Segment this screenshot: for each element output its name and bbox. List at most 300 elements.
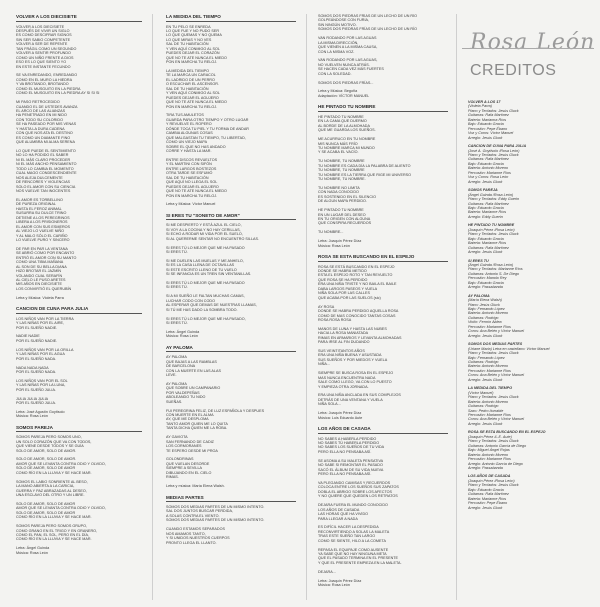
lyric-line: SOLO DE AMOR, SOLO DE AMOR. [16, 457, 77, 462]
lyric-line: CUANDO ESTAMOS SEPARADOS [166, 527, 225, 532]
lyric-line: A SOLAS CONTRA EL VIENTO. [166, 513, 220, 518]
stanza [166, 409, 296, 431]
lyric-line: PERO ELLA NO PENSABA ASÍ. [318, 449, 372, 454]
credit-line: Coros: Ana Belén y Víctor Manuel [468, 373, 525, 378]
song-section [166, 213, 296, 339]
lyric-line: SI ES LA CASA LLENA DE OCTAVILLAS [166, 263, 235, 268]
lyric-line: TU NOMBRE MARCA MI MUNDO [318, 145, 375, 150]
credit-line: Guitarras: Rodrigo [468, 404, 499, 409]
credit-line: Piano y Teclados: Jesús Gluck [468, 439, 519, 444]
lyric-line: QUE ROSA SE HA PERDIDO [318, 277, 368, 282]
credit-line: Arreglo: Jesús Gluck [468, 377, 503, 382]
lyric-line: POR EL SUEÑO NADA. [16, 369, 57, 374]
lyric-line: NIÑA... [318, 362, 331, 367]
lyric-line: SI ERES TÚ. [166, 320, 188, 325]
lyric-line: NOS VUELVE TAN INOCENTES [16, 189, 71, 194]
credit-line: Arreglo: Jesús Gluck [468, 179, 503, 184]
song-section [166, 495, 296, 546]
credit-line: Piano y Teclados: Jesús Gluck [468, 108, 519, 113]
lyric-line: AL BORDE DE LA ALMOHADA [318, 123, 370, 128]
credit-line: Bajo: Miguel Ángel Rojas [468, 448, 510, 453]
lyric-line: SI ECHO A RODAR MI VIDA POR EL SUELO, [166, 232, 243, 237]
lyric-line: TU NOMBRE ES CADA DÍA LA PALABRA DE ALIENTO [318, 163, 411, 168]
credit-line: LOS AÑOS DE CASADA [468, 474, 511, 479]
lyric-line: POR EL SUEÑO JULIA. [16, 387, 56, 392]
lyric-line: LOS CORMORANES [166, 444, 202, 449]
lyric-line: SI ERES TÚ LO MEJOR QUE ME HA PASADO [166, 281, 245, 286]
lyric-line: SE VA ENREDANDO, ENREDANDO [16, 73, 78, 78]
lyric-line: MANOS DE LUNA Y HASTA LAS NUBES [318, 326, 387, 331]
credit-line: (Uriane Maria) Letra en castellano: Víctor Manuel [468, 346, 550, 351]
credit-line: Guitarras: Rafa Martínez [468, 201, 509, 206]
lyric-line: ES DIFÍCIL HACER LA DESPEDIDA [318, 525, 379, 530]
stanza [318, 437, 448, 455]
credit-line: SI ERES TU [468, 258, 489, 263]
lyric-line: CUAL MAGO CONDESCENDIENTE [16, 171, 77, 176]
stanza [318, 349, 448, 367]
lyric-line: Y SI UNIDOS NUESTROS CUERPOS [166, 536, 230, 541]
lyric-line: TU NOMBRE... [318, 230, 344, 235]
stanza [318, 579, 448, 588]
lyric-line: Y HASTA LA DURA CADENA [16, 126, 65, 131]
lyric-line: LA MANO ABIERTA A LA CARICIA, [16, 484, 75, 489]
lyric-line: QUE VUELAN DESORDE [166, 461, 210, 466]
lyric-line: EL LADRIDO DE UN PERRO [166, 77, 215, 82]
stanza [318, 503, 448, 521]
song-section [318, 14, 448, 98]
lyric-line: DÓNDE TOCA TU PIEL Y TU FORMA DE ANDAR [166, 126, 249, 131]
song-title: SI ERES TU "SONETO DE AMOR" [166, 213, 296, 221]
lyric-line: VOLANDO CUAL SERAFÍN [16, 273, 63, 278]
column-divider [306, 14, 307, 600]
lyric-line: SE HACEN CADA VEZ MÁS FUERTES [318, 67, 384, 72]
lyric-line: CON QUE NOS ATA EL DESTINO [16, 131, 73, 136]
credit-line: (José A. Goytisolo /Rosa León) [468, 148, 520, 153]
lyric-line: RIMAS EN ARMARIOS Y LEVANTA ALMOHADAS [318, 335, 402, 340]
song-title: MEDIAS PARTES [166, 495, 296, 503]
stanza [166, 484, 296, 488]
stanza [16, 502, 142, 520]
lyric-line: HIZO BROTAR EL JAZMÍN [16, 269, 62, 274]
lyric-line: Música: Rosa León [318, 243, 350, 248]
lyric-line: EN TU ORIGEN CON ALGUNA [318, 217, 371, 222]
lyric-line: QUE AQUÍ NO LLEGA EL SOL [166, 180, 218, 185]
credit-entry [468, 474, 592, 510]
lyric-line: SI VOY A LA COCINA Y NO HAY CERILLAS, [166, 227, 241, 232]
lyric-line: FUI PEREGRINA FELIZ, DE LUZ ESPAÑOLA Y DESPUES [166, 408, 265, 413]
lyric-line: POR VALDEPEÑAS [166, 390, 200, 395]
stanza [16, 366, 142, 375]
credit-line: Piano y Teclados: Jesús Gluck [468, 232, 519, 237]
song-section [166, 345, 296, 489]
lyric-line: ERA UNA NIÑA BUENA Y ASUSTADA [318, 353, 382, 358]
lyric-line: COLOCA ENTRE LOS SUEÑOS SUS ZAPATOS [318, 485, 399, 490]
credit-entry [468, 294, 592, 339]
lyric-line: QUE ALUMBRA MI ALMA SERENA [16, 140, 75, 145]
lyric-line: ES SOSTENIDO EN EL SILENCIO [318, 194, 376, 199]
lyric-line: QUE CONSPIRA RECUERDOS [318, 221, 372, 226]
stanza [318, 186, 448, 204]
lyric-line: LO QUE MIRAS Y NO VES [166, 37, 212, 42]
lyric-line: NIÑA SOLA POR LAS CALLES [318, 291, 370, 296]
lyric-line: CON LA SOLEDAD. [318, 71, 352, 76]
stanza [16, 379, 142, 392]
stanza [318, 89, 448, 98]
stanza [16, 100, 142, 145]
stanza [166, 202, 296, 206]
lyric-line: PON EN MARCHA TU RELOJ. [166, 193, 218, 198]
credit-line: Percusión: Pepe Ébano [468, 501, 508, 506]
lyric-line: ME ACURRUCO EN TU NOMBRE [318, 137, 376, 142]
lyric-line: Música: Rosa León [16, 414, 48, 419]
credit-line: Arreglo: Jesús Gluck [468, 421, 503, 426]
credit-line: Guitarras: Rodrigo [468, 360, 499, 365]
lyric-line: Y VA BROTANDO, BROTANDO [16, 82, 69, 87]
lyric-line: LO VUELVE PURO Y SINCERO [16, 238, 70, 242]
credit-line: Bateria: Antonio Moreno [468, 364, 509, 369]
credit-line: Bajo: Fernando López [468, 307, 505, 312]
credit-line: Percusión: Marianne Ríos [468, 413, 511, 417]
lyric-line: ENTRÓ EL AMOR CON SU MANTO [16, 255, 77, 260]
song-section [16, 14, 142, 300]
lyric-line: AMOR QUE SE LEVANTA CONTRA ODIO Y OLVIDO, [16, 461, 106, 466]
lyric-line: SOMOS DOS PIEDRAS FRÍAS DE UN LECHO DE UN RÍO [318, 27, 418, 32]
stanza [16, 546, 142, 555]
lyric-line: Letra: Ángel Guinda [16, 546, 50, 551]
song-title: VOLVER A LOS DIECISIETE [16, 14, 142, 22]
lyric-line: GOLONDRINAS [166, 457, 194, 462]
lyric-line: COMO RÍO EN LA LLUVIA Y SE HACE MAR. [16, 470, 92, 475]
lyric-line: Música: Rosa León [16, 550, 48, 555]
lyric-line: SOMOS DOS PIEDRAS FRÍAS DE UN LECHO DE UN RÍO [318, 14, 418, 18]
stanza [16, 334, 142, 343]
lyric-line: QUE NO TE ATE NUNCA EL MIEDO [166, 100, 227, 105]
stanza [318, 81, 448, 85]
stanza [166, 223, 296, 241]
lyric-line: REPASA EL EQUIPAJE COMO AUSENTE [318, 547, 389, 552]
lyric-line: SOMOS PAREJA PERO SOMOS UNO, [16, 435, 82, 440]
lyric-line: Letra y Música: Víctor Manuel [166, 202, 216, 207]
stanza [318, 208, 448, 226]
lyric-line: SOBRE EL QUE NO HAS ANDADO [166, 144, 226, 149]
lyric-line: QUE ACABA POR LAS SUELOS (sic) [318, 295, 381, 300]
lyric-line: HASTA EL FEROZ ANIMAL [16, 206, 62, 211]
credit-entry [468, 259, 592, 290]
credit-line: Piano y Teclados: Eddy Guerin [468, 197, 520, 202]
lyric-line: HA PENETRADO EN MI NIDO [16, 113, 67, 118]
stanza [166, 505, 296, 523]
lyric-line: Y LAS NIÑAS POR EL AIRE, [16, 321, 65, 326]
lyric-line: VA PLEGANDO CAMISAS Y RECUERDOS [318, 480, 391, 485]
lyric-line: VAN RODANDO POR LAS AGUAS, [318, 58, 378, 63]
song-title: ROSA SE ESTA BUSCANDO EN EL ESPEJO [318, 254, 448, 262]
lyric-line: PARA IRSE AL FIN DUDANDO [318, 340, 370, 345]
lyric-line: AY, QUE ME DESPLOMA [166, 417, 209, 422]
lyric-line: CON LA MISMA VOZ. [318, 49, 355, 54]
lyric-line: COMO EL PAN, EL SOL, PERO EN EL DÍA, [16, 532, 89, 537]
credit-entry [468, 100, 592, 140]
lyric-line: DE RENCORES Y VIOLENCIAS [16, 180, 71, 185]
credit-line: Bajo: Eduardo Gracia [468, 122, 504, 127]
lyric-line: DEJARA... [318, 569, 336, 574]
stanza [318, 265, 448, 301]
lyrics-column-2 [166, 14, 296, 600]
lyric-line: SI SE INFANCIA ES UN TREN SIN VENTANILLAS. [166, 272, 252, 277]
lyric-line: NADA NADA NADA [16, 365, 49, 370]
lyric-line: PUEDES DEJAR EL AGUJERO [166, 95, 219, 100]
lyric-line: MI PASO RETROCEDIDO [16, 100, 60, 105]
stanza [16, 524, 142, 542]
lyric-line: SAL DE TU HABITACIÓN [166, 42, 209, 47]
lyric-line: HE PINTADO TU NOMBRE [318, 208, 364, 213]
stanza [166, 259, 296, 277]
lyric-line: SALE COMO LLEGO, VA CON LO PUESTO [318, 380, 392, 385]
lyric-line: AL ESPERAR QUE DEMAS DE NUESTRAS LLAMAS, [166, 303, 257, 308]
credit-line: Guitarras: Rafa Martínez [468, 245, 509, 250]
credit-entry [468, 386, 592, 426]
stanza [318, 36, 448, 54]
lyric-line: LO QUE PUEDE EL SENTIMIENTO [16, 149, 76, 153]
credits-column [468, 100, 592, 600]
credit-line: Arreglo: Eddy Guerin [468, 214, 503, 219]
credit-line: Bajo: Eduardo Gracia [468, 161, 504, 166]
song-section [16, 306, 142, 419]
credit-line: Piano: Jesús Gluck [468, 302, 500, 307]
lyric-line: SOLO DE AMOR, SOLO DE AMOR [16, 466, 76, 471]
lyric-line: PON EN MARCHA TU RELOJ. [166, 104, 218, 109]
lyric-line: TU NOMBRE, TU NOMBRE [318, 168, 365, 173]
lyric-line: SIN NINGÚN MOTIVO. [318, 22, 357, 27]
lyric-line: NI EL MÁS ANCHO PENSAMIENTO [16, 162, 77, 167]
lyric-line: VOLVER A LOS DIECISIETE [16, 24, 65, 29]
credit-line: Guitarras: Antonio García de Diego [468, 443, 527, 448]
lyric-line: CON TODO SU COLORIDO [16, 117, 63, 122]
lyric-line: Y EMPIEZA OTRA JORNADA. [318, 384, 369, 389]
lyric-line: COMO EL MUSGUITO EN LA PIEDRA AY SI SI SI [16, 91, 100, 96]
credit-line: Guitarras: Rafa Martínez [468, 113, 509, 118]
credit-line: Piano y Teclados: Jesús Gluck [468, 483, 519, 488]
stanza [16, 149, 142, 194]
lyric-line: SIEMPRE A SEVILLA [166, 466, 203, 471]
stanza [166, 317, 296, 326]
lyric-line: SOMOS EL LABIO SONRIENTE AL BESO, [16, 479, 88, 484]
credit-line: Piano y Teclados: Marianne Ríos [468, 267, 523, 272]
lyric-line: JULIA JULIA JULIA [16, 396, 49, 401]
stanza [16, 296, 142, 300]
lyric-line: HE PINTADO TU NOMBRE [318, 114, 364, 119]
lyric-line: PUEDES DEJAR EL AGUJERO [166, 184, 219, 189]
stanza [16, 198, 142, 243]
lyric-line: NI EL MÁS CLARO PROCEDER [16, 157, 71, 162]
lyric-line: TU NOMBRE, TU NOMBRE [318, 159, 365, 164]
credit-line: Guitarras: Rafa Martínez [468, 492, 509, 497]
lyric-line: Y VEN AQUÍ CONMIGO AL SOL [166, 91, 220, 96]
credit-line: Bajo: Eduardo Gracia [468, 280, 504, 285]
stanza [318, 230, 448, 234]
stanza [318, 58, 448, 76]
song-title: CANCION DE CUNA PARA JULIA [16, 306, 142, 314]
lyric-line: LIBERA A LOS PRISIONEROS [16, 220, 68, 225]
song-section [166, 14, 296, 207]
lyric-line: PUEDES DEJAR EL CORAZÓN [166, 51, 220, 56]
lyric-line: DONDE SE HABRA PERDIDO AQUELLA ROSA [318, 309, 399, 314]
stanza [166, 281, 296, 290]
lyric-line: COMO RÍO EN LA LLUVIA Y SE HACE MAR. [16, 537, 92, 542]
lyric-line: SACÓ EL ÁLBUM DE SU VIDA NUEVA [318, 467, 384, 472]
stanza [166, 246, 296, 255]
credit-line: Bateria: Marianna Ríos [468, 117, 507, 122]
credit-line: Coros: Ana Belén y Víctor Manuel [468, 329, 525, 334]
lyric-line: DETRÁS DE UNA VENTANA Y VUELA [318, 397, 383, 402]
lyric-line: NO SABES A HABERLA PERDIDO [318, 436, 377, 441]
lyric-line: LOS NIÑOS VAN POR LA TIERRA [16, 316, 74, 321]
lyric-line: VOLVER A SER DE REPENTE [16, 42, 68, 47]
lyric-line: RIMAS. [166, 475, 179, 480]
lyric-line: RECONVIRTIENDO A SOLAS LA MALETA [318, 529, 390, 534]
lyric-line: EN TU PELO SE ENREDA [166, 24, 211, 29]
lyric-line: POR EL SUEÑO JULIA. [16, 401, 56, 406]
stanza [166, 113, 296, 153]
lyric-line: CUANDO EL DE USTEDES AVANZA [16, 104, 78, 109]
lyric-line: QUE EL PASADO TERMINA EN EL PRESENTE [318, 556, 399, 561]
stanza [318, 459, 448, 477]
lyric-line: QUE NO TE ATE NUNCA EL MIEDO [166, 189, 227, 194]
lyric-line: DONDE SE HABRÁ METIDO [318, 269, 367, 274]
lyric-line: COMO EN EL MURO LA HIEDRA [16, 77, 73, 82]
lyric-line: DEJARA FUERA EL MUNDO CONOCIDO [318, 503, 388, 508]
credit-line: SOMOS DOS MEDIAS PARTES [468, 342, 523, 347]
lyric-line: O ESCUCHAR EL ASCENSOR. [166, 82, 219, 87]
lyric-line: DABA LARGOS PASEOS Y VUELA [318, 286, 378, 291]
lyric-line: COMO SE SIENTE, HILO A LA COMETA [318, 538, 386, 543]
lyric-line: Y EL MARTINI CON SIFÓN [166, 162, 212, 167]
credit-line: Arreglo: Passabanda [468, 465, 503, 470]
stanza [166, 457, 296, 479]
lyric-line: Y QUE EL PRESENTE EMPIEZA EN LA MALETA. [318, 560, 402, 565]
credit-line: Bajo: Eduardo Gracia [468, 205, 504, 210]
credit-entry [468, 342, 592, 382]
lyric-line: Letra: Joaquín Pérez Díaz [318, 411, 362, 416]
lyric-line: CAMBIA ALGUNAS COSAS [166, 131, 213, 136]
lyric-line: LAS HORAS QUE HA VIVIDO [318, 512, 369, 517]
credit-line: Arreglo: Jesús Gluck [468, 250, 503, 255]
lyric-line: QUE SOBRE UN CAMPANARIO [166, 386, 221, 391]
lyric-line: AL SON DE SU BELLA DIANA [16, 264, 67, 269]
stanza [166, 527, 296, 545]
lyric-line: ROSA SE ESTÁ BUSCANDO EN EL ESPEJO [318, 264, 395, 269]
song-section [16, 425, 142, 555]
credit-line: Percusión: Marianne Ríos [468, 368, 511, 373]
lyric-line: QUE VIENE DESDE TODOS Y SE GUÍA [16, 444, 84, 449]
lyric-line: ESTA EL ESPEJO ROTO Y TAN REVUELTO [318, 273, 393, 278]
lyric-line: Letra y música: María Elena Walsh. [166, 484, 225, 489]
credit-line: Bateria: Marianne Ríos [468, 241, 507, 246]
lyric-line: COMO UN NIÑO FRENTE A DIOS [16, 55, 74, 60]
lyric-line: GOLPEÁNDOSE CON FURIA, [318, 18, 370, 23]
lyric-line: Y LAS NIÑAS POR LA LUNA, [16, 383, 66, 388]
lyric-line: QUE VIENEN A LA MISMA CAUSA, [318, 45, 378, 50]
stanza [166, 294, 296, 312]
stanza [318, 305, 448, 323]
lyric-line: SAL DE TU HABITACIÓN [166, 175, 209, 180]
lyric-line: QUE NO TE ATE NUNCA EL MIEDO [166, 55, 227, 60]
song-title: HE PINTADO TU NOMBRE [318, 104, 448, 112]
stanza [318, 525, 448, 543]
credit-line: HE PINTADO TU NOMBRE [468, 223, 515, 228]
stanza [16, 397, 142, 406]
credit-line: Arreglo: Jesús Gluck [468, 135, 503, 140]
stanza [166, 158, 296, 198]
credit-line: (María Elena Walsh) [468, 298, 502, 303]
lyric-line: SOLO DE AMOR, SOLO DE AMOR. [16, 448, 77, 453]
stanza [16, 457, 142, 475]
lyric-line: YA SABE QUE NO HAY NINGUNA META [318, 552, 387, 557]
lyric-line: VAN RODANDO POR LAS AGUAS [318, 36, 377, 41]
stanza [166, 435, 296, 453]
lyric-line: SI ERES TÚ LO MEJOR QUE ME HA PASADO, [166, 316, 246, 321]
credits-heading: CREDITOS [470, 62, 557, 79]
lyric-line: Letra y Música: Violeta Parra [16, 295, 64, 300]
lyric-line: LOS NIÑOS VAN POR EL SOL [16, 378, 68, 383]
lyric-line: ES COMO UN DIAMANTE FINO [16, 135, 71, 140]
stanza [318, 239, 448, 248]
lyric-line: AY ROSA [318, 304, 335, 309]
lyric-line: ERA UNA NIÑA TRISTE Y NO BAILA EL BAILE [318, 282, 397, 287]
lyric-line: GUERRA Y PAZ ABRAZADAS AL DESEO, [16, 488, 87, 493]
lyric-line: QUE MALGASTAN TU TIEMPO, TU LIBERTAD, [166, 135, 246, 140]
credit-line: SOMOS PAREJA [468, 188, 498, 193]
credit-line: Percusión: Pepe Ébano [468, 126, 508, 131]
credit-line: Bajo: Eduardo Gracia [468, 236, 504, 241]
credit-entry [468, 144, 592, 184]
lyric-line: Y AL MALO SÓLO EL CARIÑO [16, 233, 68, 238]
brand-signature: Rosa León [470, 30, 596, 55]
lyric-line: SI ERES TÚ LO MEJOR QUE ME HA PASADO [166, 245, 245, 250]
lyric-line: ENTRE DISCOS REVUELTOS [166, 157, 218, 162]
lyric-line: SI A MI SUEÑO LE FALTAN MUCHAS CAMAS, [166, 294, 245, 299]
lyric-line: SI ERES TÚ. [166, 249, 188, 254]
lyric-line: MIS AÑOS EN DIECISIETE [16, 282, 62, 287]
credit-entry [468, 430, 592, 470]
lyric-line: ES COMO DESCIFRAR SIGNOS [16, 33, 72, 38]
lyric-line: LOS AÑOS DE CASADA [318, 507, 360, 512]
stanza [318, 371, 448, 389]
lyric-line: NOS AMAMOS TANTO, [166, 531, 206, 536]
column-divider [456, 14, 457, 600]
lyric-line: COMO RÍO EN LA LLUVIA Y SE HACE MAR. [16, 515, 92, 520]
stanza [318, 159, 448, 181]
stanza [318, 393, 448, 406]
credit-line: Voz y Coros: Víctor Manuel [468, 131, 514, 136]
lyric-line: SI ME DUELEN LAS MUELAS Y ME ANHELO, [166, 258, 244, 263]
lyric-line: NADIE NADIE [16, 334, 40, 339]
lyric-line: DE ALGUN MAPA PERDIDO. [318, 199, 367, 204]
lyrics-column-3 [318, 14, 448, 600]
credit-line: Piano y Teclados: Jesús Gluck [468, 152, 519, 157]
stanza [16, 317, 142, 330]
lyric-line: EL ARCO DE LAS ALIANZAS [16, 108, 66, 113]
credit-line: Guitarras: Antonio S. De Diego [468, 271, 520, 276]
lyric-line: NO SABES TÚ HABERLA PERDIDO [318, 441, 380, 446]
stanza [318, 115, 448, 133]
stanza [318, 411, 448, 420]
lyric-line: HACIA LA ROSA MANIATADA [318, 331, 369, 336]
credit-line: VOLVER A LOS 17 [468, 100, 501, 104]
lyric-line: GUARDA PARA OTRO TIEMPO Y OTRO LUGAR [166, 117, 249, 122]
credit-line: Percusión: Manolo Rey [468, 276, 507, 281]
lyric-line: TAN FRÁGIL COMO UN SEGUNDO [16, 46, 77, 51]
lyric-line: SOMOS DOS PIEDRAS FRÍAS... [318, 80, 374, 85]
